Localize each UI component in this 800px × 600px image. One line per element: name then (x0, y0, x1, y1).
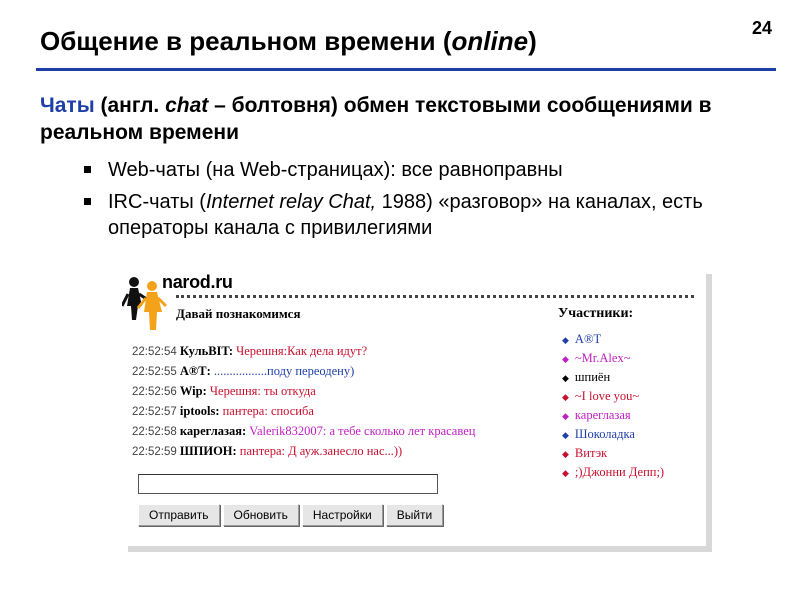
bullet-text-pre: IRC-чаты ( (108, 191, 206, 213)
user-name: шпиён (574, 370, 611, 384)
user-name: кареглазая (574, 408, 631, 422)
chat-screenshot (122, 268, 706, 546)
title-end: ) (528, 26, 537, 56)
message-text: Valerik832007: а тебе сколько лет красавец (249, 424, 476, 438)
diamond-bullet-icon: ◆ (562, 335, 569, 345)
title-divider (36, 68, 776, 71)
message-text: Черешня: ты откуда (209, 384, 316, 398)
user-name: Шоколадка (574, 427, 635, 441)
diamond-bullet-icon: ◆ (562, 430, 569, 440)
message-text: Черешня:Как дела идут? (236, 344, 368, 358)
diamond-bullet-icon: ◆ (562, 373, 569, 383)
diamond-bullet-icon: ◆ (562, 392, 569, 402)
diamond-bullet-icon: ◆ (562, 354, 569, 364)
message-row (132, 402, 552, 422)
message-nick[interactable]: iptools: (179, 404, 220, 418)
message-row (132, 442, 552, 462)
user-name: А®Т (574, 332, 602, 346)
bullet-text: Web-чаты (на Web-страницах): все равноправны (108, 159, 563, 181)
message-row (132, 422, 552, 442)
message-row (132, 382, 552, 402)
refresh-button[interactable]: Обновить (223, 504, 299, 526)
user-name: Витэк (574, 446, 608, 460)
message-text: пантера: спосиба (222, 404, 314, 418)
message-time: 22:52:56 (132, 386, 177, 398)
user-item[interactable] (562, 463, 664, 482)
bullet-list (108, 157, 748, 247)
message-nick[interactable]: А®Т: (179, 364, 211, 378)
diamond-bullet-icon: ◆ (562, 449, 569, 459)
settings-button[interactable]: Настройки (302, 504, 383, 526)
lead-term: Чаты (40, 94, 95, 117)
message-time: 22:52:57 (132, 406, 177, 418)
user-item[interactable] (562, 387, 664, 406)
message-text: пантера: Д ауж.занесло нас...)) (239, 444, 403, 458)
message-nick[interactable]: Wip: (179, 384, 207, 398)
lead-paragraph (40, 92, 760, 146)
logo-text: narod.ru (162, 272, 233, 292)
message-nick[interactable]: КульBIT: (179, 344, 233, 358)
lead-part-2: – болтовня) обмен текстовыми сообщениями в реальном времени (40, 94, 712, 144)
message-nick[interactable]: кареглазая: (179, 424, 247, 438)
bullet-web-chats (108, 157, 748, 183)
user-item[interactable] (562, 368, 664, 387)
user-item[interactable] (562, 444, 664, 463)
user-item[interactable] (562, 425, 664, 444)
chat-topic: Давай познакомимся (176, 306, 301, 321)
lead-part-1: (англ. (94, 94, 166, 117)
dotted-divider (176, 295, 694, 298)
bullet-text-post: 1988) «разговор» на каналах, есть операторы канала с привилегиями (108, 191, 703, 239)
user-list (562, 330, 664, 482)
message-time: 22:52:55 (132, 366, 177, 378)
user-item[interactable] (562, 330, 664, 349)
bullet-text-italic: Internet relay Chat, (205, 191, 377, 213)
message-row (132, 362, 552, 382)
message-text: .................поду переодену) (213, 364, 355, 378)
users-title: Участники: (558, 306, 634, 321)
message-time: 22:52:54 (132, 346, 177, 358)
user-name: ;)Джонни Депп;) (574, 465, 665, 479)
user-item[interactable] (562, 406, 664, 425)
user-name: ~I love you~ (574, 389, 640, 403)
lead-chat-word: chat (165, 94, 209, 117)
message-input[interactable] (138, 474, 438, 494)
slide-number: 24 (752, 18, 773, 38)
diamond-bullet-icon: ◆ (562, 468, 569, 478)
title-italic: online (451, 26, 529, 56)
user-name: ~Mr.Alex~ (574, 351, 631, 365)
message-list (132, 342, 552, 462)
send-button[interactable]: Отправить (138, 504, 220, 526)
message-time: 22:52:59 (132, 446, 177, 458)
message-nick[interactable]: ШПИОН: (179, 444, 237, 458)
bullet-irc-chats (108, 189, 748, 241)
button-row (138, 504, 446, 526)
exit-button[interactable]: Выйти (386, 504, 444, 526)
diamond-bullet-icon: ◆ (562, 411, 569, 421)
user-item[interactable] (562, 349, 664, 368)
slide-title (40, 26, 537, 57)
message-time: 22:52:58 (132, 426, 177, 438)
title-text: Общение в реальном времени ( (40, 26, 452, 56)
message-row (132, 342, 552, 362)
